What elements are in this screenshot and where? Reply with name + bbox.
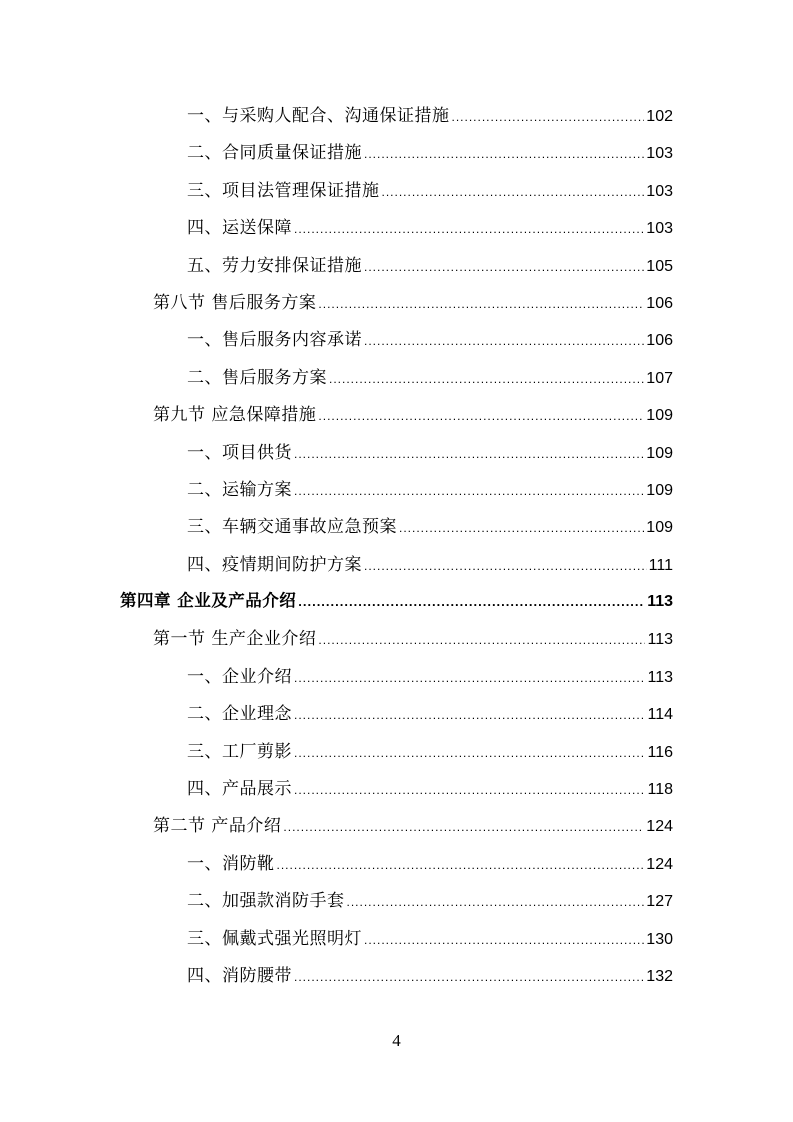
toc-entry-title: 一、消防靴 — [187, 853, 275, 874]
toc-dot-leader — [399, 521, 644, 535]
toc-entry-title: 一、项目供货 — [187, 442, 292, 463]
toc-entry-title: 五、劳力安排保证措施 — [187, 255, 362, 276]
page-number: 4 — [392, 1031, 401, 1050]
toc-dot-leader — [452, 110, 645, 124]
toc-subsection-entry[interactable] — [120, 961, 673, 998]
toc-entry-page: 118 — [647, 781, 673, 799]
toc-subsection-entry[interactable] — [120, 176, 673, 213]
toc-subsection-entry[interactable] — [120, 699, 673, 736]
toc-entry-page: 111 — [648, 556, 673, 574]
toc-subsection-entry[interactable] — [120, 138, 673, 175]
toc-subsection-entry[interactable] — [120, 550, 673, 587]
toc-entry-title: 第一节 生产企业介绍 — [153, 629, 317, 650]
toc-entry-title: 三、工厂剪影 — [187, 741, 292, 762]
toc-dot-leader — [294, 783, 645, 797]
toc-entry-title: 一、与采购人配合、沟通保证措施 — [187, 106, 450, 126]
toc-entry-page: 102 — [646, 108, 673, 125]
toc-entry-page: 103 — [646, 145, 673, 163]
toc-subsection-entry[interactable] — [120, 475, 673, 512]
toc-entry-title: 二、加强款消防手套 — [187, 891, 345, 912]
toc-entry-title: 三、项目法管理保证措施 — [187, 180, 380, 201]
toc-dot-leader — [364, 334, 644, 348]
toc-dot-leader — [294, 447, 644, 461]
toc-dot-leader — [294, 970, 644, 984]
toc-entry-title: 四、消防腰带 — [187, 965, 292, 986]
toc-entry-page: 106 — [646, 332, 673, 350]
toc-subsection-entry[interactable] — [120, 101, 673, 138]
toc-entry-page: 113 — [647, 668, 673, 686]
toc-subsection-entry[interactable] — [120, 363, 673, 400]
toc-entry-title: 二、企业理念 — [187, 704, 292, 725]
toc-subsection-entry[interactable] — [120, 886, 673, 923]
toc-dot-leader — [294, 671, 645, 685]
toc-entry-title: 第二节 产品介绍 — [153, 816, 282, 837]
toc-subsection-entry[interactable] — [120, 251, 673, 288]
toc-subsection-entry[interactable] — [120, 662, 673, 699]
toc-dot-leader — [294, 708, 645, 722]
toc-entry-page: 109 — [646, 444, 673, 462]
toc-entry-page: 113 — [647, 631, 673, 649]
toc-dot-leader — [347, 895, 645, 909]
toc-entry-title: 第九节 应急保障措施 — [153, 405, 317, 426]
toc-entry-page: 107 — [646, 369, 673, 387]
toc-entry-title: 二、售后服务方案 — [187, 367, 327, 388]
toc-dot-leader — [277, 858, 645, 872]
toc-entry-page: 105 — [646, 257, 673, 275]
toc-entry-page: 103 — [646, 182, 673, 200]
toc-dot-leader — [382, 185, 645, 199]
toc-entry-page: 109 — [646, 407, 673, 425]
toc-entry-page: 109 — [646, 481, 673, 499]
toc-dot-leader — [294, 222, 644, 236]
toc-entry-title: 一、售后服务内容承诺 — [187, 330, 362, 351]
toc-dot-leader — [318, 409, 644, 423]
toc-entry-title: 三、车辆交通事故应急预案 — [187, 517, 397, 538]
toc-entry-title: 一、企业介绍 — [187, 666, 292, 687]
table-of-contents — [120, 101, 673, 998]
toc-chapter-entry[interactable] — [120, 587, 673, 624]
toc-entry-title: 四、产品展示 — [187, 779, 292, 800]
toc-entry-page: 113 — [647, 593, 673, 611]
toc-subsection-entry[interactable] — [120, 737, 673, 774]
toc-dot-leader — [294, 746, 645, 760]
toc-entry-page: 109 — [646, 519, 673, 537]
toc-entry-title: 三、佩戴式强光照明灯 — [187, 928, 362, 949]
toc-subsection-entry[interactable] — [120, 213, 673, 250]
toc-dot-leader — [318, 633, 645, 647]
toc-section-entry[interactable] — [120, 400, 673, 437]
toc-entry-page: 132 — [646, 967, 673, 985]
toc-dot-leader — [329, 372, 644, 386]
toc-entry-page: 124 — [646, 818, 673, 836]
toc-entry-title: 二、运输方案 — [187, 479, 292, 500]
toc-section-entry[interactable] — [120, 811, 673, 848]
toc-entry-title: 二、合同质量保证措施 — [187, 143, 362, 164]
toc-entry-page: 103 — [646, 220, 673, 238]
toc-entry-page: 130 — [646, 930, 673, 948]
toc-entry-page: 127 — [646, 893, 673, 911]
toc-entry-title: 四、运送保障 — [187, 218, 292, 239]
toc-dot-leader — [364, 260, 644, 274]
toc-subsection-entry[interactable] — [120, 774, 673, 811]
toc-entry-title: 第四章 企业及产品介绍 — [120, 591, 297, 611]
toc-subsection-entry[interactable] — [120, 924, 673, 961]
toc-entry-title: 第八节 售后服务方案 — [153, 292, 317, 313]
toc-section-entry[interactable] — [120, 624, 673, 661]
toc-subsection-entry[interactable] — [120, 512, 673, 549]
toc-dot-leader — [283, 820, 644, 834]
toc-entry-title: 四、疫情期间防护方案 — [187, 554, 362, 575]
toc-dot-leader — [294, 484, 644, 498]
toc-subsection-entry[interactable] — [120, 438, 673, 475]
toc-dot-leader — [364, 559, 647, 573]
toc-entry-page: 106 — [646, 294, 673, 312]
toc-subsection-entry[interactable] — [120, 849, 673, 886]
toc-dot-leader — [298, 594, 645, 609]
toc-subsection-entry[interactable] — [120, 325, 673, 362]
toc-dot-leader — [364, 147, 644, 161]
toc-entry-page: 116 — [647, 743, 673, 761]
toc-entry-page: 124 — [646, 855, 673, 873]
toc-dot-leader — [364, 933, 644, 947]
toc-section-entry[interactable] — [120, 288, 673, 325]
toc-dot-leader — [318, 297, 644, 311]
toc-entry-page: 114 — [647, 706, 673, 724]
